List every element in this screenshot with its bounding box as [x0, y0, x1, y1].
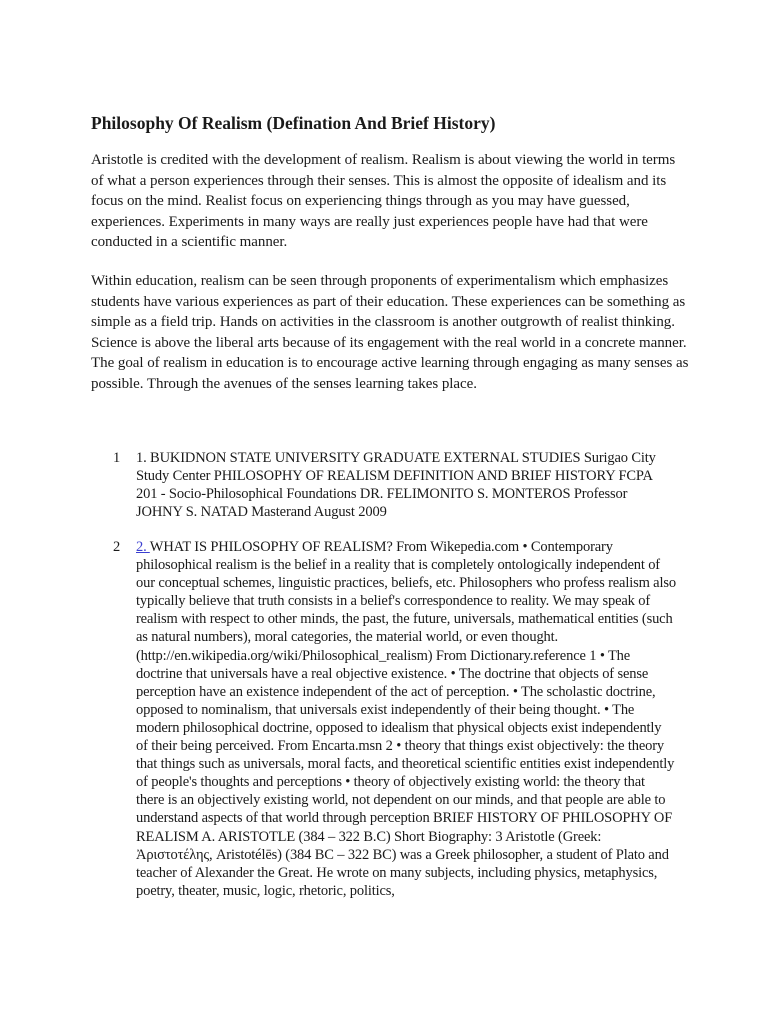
intro-paragraph: Aristotle is credited with the development of realism. Realism is about viewing the world in terms of what a person experiences through their senses. This is almost the opposite of idealism and its focus on the mind. Realist focus on experiencing things through as you may have guessed, experiences. Experiments in many ways are really just experiences people have had that were conducted in a scientific manner.: [91, 152, 676, 250]
document-title: Philosophy Of Realism (Defination And Brief History): [91, 113, 496, 133]
list-item-text: [136, 449, 676, 521]
list-item-body: WHAT IS PHILOSOPHY OF REALISM? From Wikepedia.com • Contemporary philosophical realism is the belief in a reality that is completely ontologically independent of our conceptual schemes, linguistic practices, beliefs, etc. Philosophers who profess realism also typically believe that truth consists in a belief's correspondence to reality. We may speak of realism with respect to other minds, the past, the future, universals, mathematical entities (such as natural numbers), moral categories, the material world, or even thought. (http://en.wikipedia.org/wiki/Philosophical_realism) From Dictionary.reference 1 • The doctrine that universals have a real objective existence. • The doctrine that objects of sense perception have an existence independent of the act of perception. • The scholastic doctrine, opposed to nominalism, that universals exist independently of their being thought. • The modern philosophical doctrine, opposed to idealism that physical objects exist independently of their being perceived. From Encarta.msn 2 • theory that things exist objectively: the theory that things such as universals, moral facts, and theoretical scientific entities exist independently of people's thoughts and perceptions • theory of objectively existing world: the theory that there is an objectively existing world, not dependent on our minds, and that people are able to understand aspects of that world through perception BRIEF HISTORY OF PHILOSOPHY OF REALISM A. ARISTOTLE (384 – 322 B.C) Short Biography: 3 Aristotle (Greek: Ἀριστοτέλης, Aristotélēs) (384 BC – 322 BC) was a Greek philosopher, a student of Plato and teacher of Alexander the Great. He wrote on many subjects, including physics, metaphysics, poetry, theater, music, logic, rhetoric, politics,: [136, 539, 676, 899]
list-item-body: 1. BUKIDNON STATE UNIVERSITY GRADUATE EXTERNAL STUDIES Surigao City Study Center PHILOSOPHY OF REALISM DEFINITION AND BRIEF HISTORY FCPA 201 - Socio-Philosophical Foundations DR. FELIMONITO S. MONTEROS Professor JOHNY S. NATAD Masterand August 2009: [136, 450, 656, 521]
list-item-number: 2: [113, 539, 121, 555]
list-item-text: [136, 538, 676, 900]
education-paragraph: Within education, realism can be seen through proponents of experimentalism which emphasizes students have various experiences as part of their education. These experiences can be something as simple as a field trip. Hands on activities in the classroom is another outgrowth of realist thinking. Science is above the liberal arts because of its engagement with the real world in a concrete manner. The goal of realism in education is to encourage active learning through engaging as many senses as possible. Through the avenues of the senses learning takes place.: [91, 273, 689, 392]
list-item-number: 1: [113, 450, 121, 466]
item-anchor-link[interactable]: 2.: [136, 539, 150, 555]
